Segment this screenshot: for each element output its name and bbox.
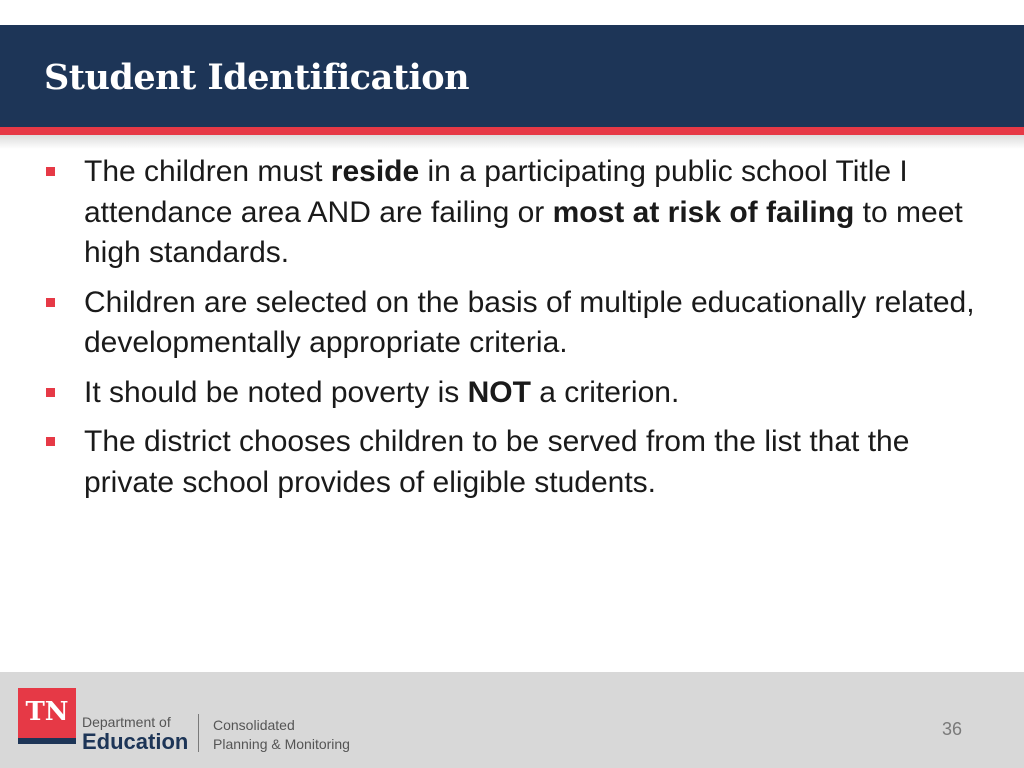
slide-title: Student Identification xyxy=(44,57,470,98)
square-bullet-icon xyxy=(46,298,55,307)
department-name: Education xyxy=(82,729,189,754)
header-accent-rule xyxy=(0,127,1024,135)
division-label-line1: Consolidated xyxy=(213,717,295,733)
header-shadow xyxy=(0,135,1024,149)
square-bullet-icon xyxy=(46,437,55,446)
square-bullet-icon xyxy=(46,388,55,397)
bullet-text: It should be noted poverty is NOT a criterion. xyxy=(84,375,680,409)
page-number: 36 xyxy=(941,719,962,739)
bullet-item xyxy=(44,152,984,274)
bullet-text: The district chooses children to be served from the list that the private school provides of eligible students. xyxy=(84,425,910,499)
bullet-item xyxy=(44,422,984,503)
tn-logo-mark: TN xyxy=(18,688,76,744)
bullet-item xyxy=(44,283,984,364)
square-bullet-icon xyxy=(46,167,55,176)
division-label-line2: Planning & Monitoring xyxy=(213,736,350,752)
logo-divider xyxy=(198,714,199,752)
department-label: Department of xyxy=(82,714,171,730)
bullet-text: The children must reside in a participating public school Title I attendance area AND are failing or most at risk of failing to meet high standards. xyxy=(84,155,963,269)
bullet-list xyxy=(44,152,984,512)
bullet-text: Children are selected on the basis of multiple educationally related, developmentally appropriate criteria. xyxy=(84,285,975,359)
bullet-item xyxy=(44,373,984,414)
